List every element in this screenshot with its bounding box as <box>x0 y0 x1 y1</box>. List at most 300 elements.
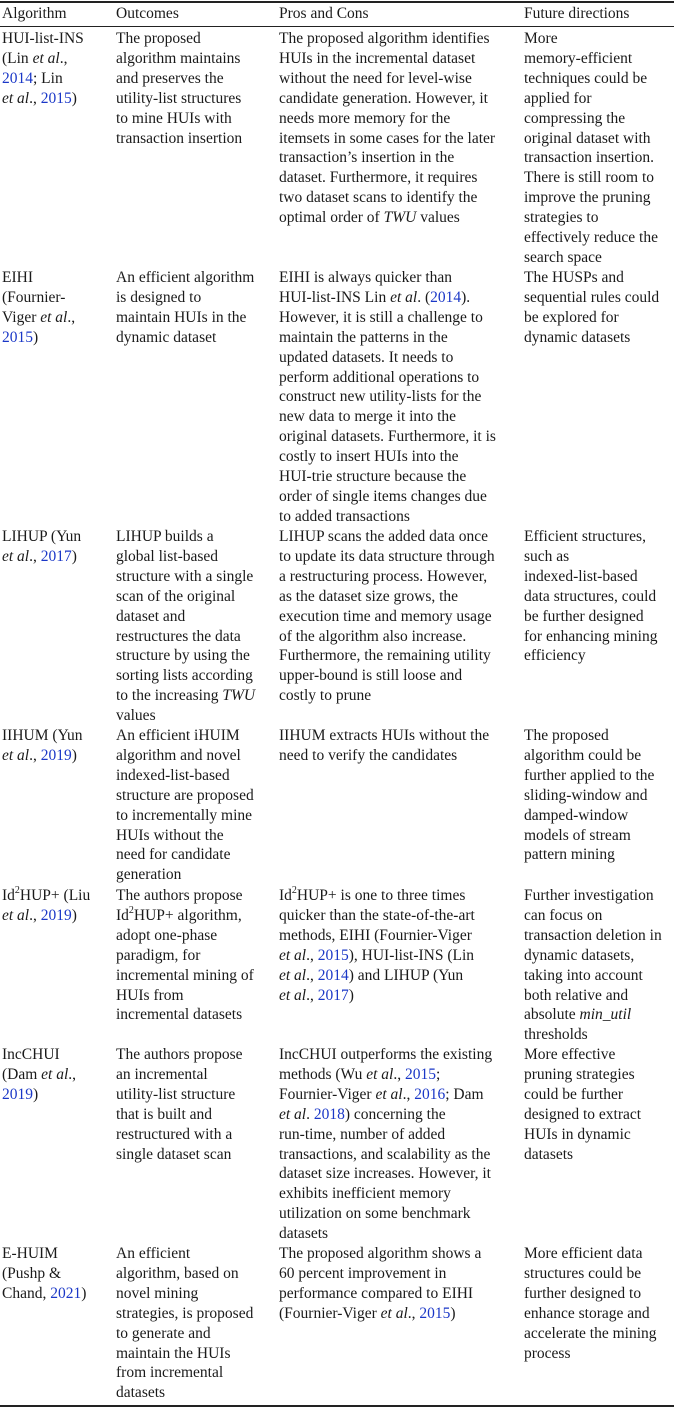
cell-line <box>524 1085 674 1105</box>
cell-line <box>116 1125 274 1145</box>
text-run: ) <box>71 906 77 924</box>
table-bottom-rule <box>0 1405 674 1407</box>
cell-line <box>2 29 112 49</box>
cell-line <box>279 646 517 666</box>
cell-line <box>524 148 674 168</box>
text-run: as the dataset size grows, the <box>279 587 459 605</box>
cell-line <box>279 986 517 1006</box>
cell-line <box>2 69 112 89</box>
cell-line <box>524 567 674 587</box>
text-run: utilization on some benchmark <box>279 1205 471 1223</box>
cell-line <box>2 906 112 926</box>
cell-line <box>524 646 674 666</box>
text-run: ., <box>59 49 68 67</box>
text-run: ) <box>71 547 77 565</box>
outcomes-cell <box>116 726 274 885</box>
text-run: LIHUP (Yun <box>2 528 82 545</box>
cell-line <box>116 1324 274 1344</box>
italic-text: et al <box>2 547 30 565</box>
text-run: Id <box>279 887 292 904</box>
cell-line <box>116 906 274 926</box>
pros-cons-cell <box>279 886 517 1005</box>
text-run: dynamic datasets <box>524 328 631 346</box>
pros-cons-cell <box>279 1244 517 1324</box>
cell-line <box>279 567 517 587</box>
text-run: applied for <box>524 89 592 107</box>
citation-link[interactable]: 2015 <box>40 89 72 107</box>
cell-line <box>116 1005 274 1025</box>
cell-line <box>2 1244 112 1264</box>
cell-line <box>2 328 112 348</box>
text-run: IncCHUI <box>2 1046 60 1063</box>
cell-line <box>116 1284 274 1304</box>
future-directions-cell <box>524 527 674 666</box>
text-run: utility-list structure <box>116 1085 236 1103</box>
text-run: sorting lists according <box>116 667 253 685</box>
algorithm-cell <box>2 886 112 926</box>
text-run: designed to extract <box>524 1105 642 1123</box>
text-run: costly to prune <box>279 687 372 705</box>
text-run: ., <box>29 547 41 565</box>
cell-line <box>279 1224 517 1244</box>
text-run: utility-list structures <box>116 89 242 107</box>
pros-cons-cell <box>279 1045 517 1244</box>
text-run: ). <box>461 288 471 306</box>
text-run: paradigm, for <box>116 946 201 964</box>
text-run: ; Lin <box>33 69 63 87</box>
cell-line <box>279 69 517 89</box>
text-run: to generate and <box>116 1324 211 1342</box>
cell-line <box>524 69 674 89</box>
text-run: indexed-list-based <box>524 567 638 585</box>
text-run: HUI-trie structure because the <box>279 468 467 486</box>
text-run: and preserves the <box>116 69 224 87</box>
text-run: (Lin <box>2 49 33 67</box>
citation-link[interactable]: 2015 <box>2 328 33 346</box>
text-run: upper-bound is still loose and <box>279 667 463 685</box>
algorithm-cell <box>2 726 112 766</box>
text-run: performance compared to EIHI <box>279 1284 474 1302</box>
cell-line <box>524 29 674 49</box>
cell-line <box>116 1344 274 1364</box>
pros-cons-cell <box>279 726 517 766</box>
text-run: compressing the <box>524 109 626 127</box>
cell-line <box>279 109 517 129</box>
text-run: to mine HUIs with <box>116 109 232 127</box>
cell-line <box>116 706 274 726</box>
italic-text: et al <box>2 89 30 107</box>
text-run: of the algorithm also increase. <box>279 627 467 645</box>
citation-link[interactable]: 2021 <box>50 1284 82 1302</box>
cell-line <box>116 49 274 69</box>
text-run: candidate generation. However, it <box>279 89 488 107</box>
cell-line <box>279 1164 517 1184</box>
text-run: global list-based <box>116 547 219 565</box>
text-run: scan of the original <box>116 587 236 605</box>
text-run: ) <box>33 328 39 346</box>
citation-link[interactable]: 2014 <box>2 69 33 87</box>
cell-line <box>524 1105 674 1125</box>
text-run: Id <box>116 906 129 924</box>
cell-line <box>524 1005 674 1025</box>
text-run: original dataset with <box>524 129 651 147</box>
cell-line <box>279 1045 517 1065</box>
cell-line <box>524 845 674 865</box>
cell-line <box>2 527 112 547</box>
cell-line <box>279 1284 517 1304</box>
cell-line <box>116 1264 274 1284</box>
text-run: ., <box>306 966 318 984</box>
text-run: The authors propose <box>116 1046 243 1063</box>
text-run: ) <box>81 1284 87 1302</box>
italic-text: et al <box>279 966 307 984</box>
text-run: datasets <box>524 1145 574 1163</box>
cell-line <box>116 129 274 149</box>
cell-line <box>524 248 674 268</box>
superscript: 2 <box>128 904 134 916</box>
text-run: Furthermore, the remaining utility <box>279 647 491 665</box>
cell-line <box>524 168 674 188</box>
cell-line <box>116 826 274 846</box>
text-run: can focus on <box>524 906 603 924</box>
cell-line <box>2 1045 112 1065</box>
text-run: original datasets. Furthermore, it is <box>279 428 496 446</box>
cell-line <box>279 1204 517 1224</box>
cell-line <box>279 348 517 368</box>
text-run: datasets <box>279 1225 329 1243</box>
text-run: improve the pruning <box>524 189 651 207</box>
text-run: algorithm, based on <box>116 1264 239 1282</box>
cell-line <box>524 926 674 946</box>
text-run: structures could be <box>524 1264 642 1282</box>
pros-cons-cell <box>279 527 517 706</box>
cell-line <box>116 308 274 328</box>
cell-line <box>524 1304 674 1324</box>
text-run: ., <box>29 89 41 107</box>
cell-line <box>524 766 674 786</box>
text-run: dataset size increases. However, it <box>279 1165 491 1183</box>
citation-link[interactable]: 2015 <box>419 1304 451 1322</box>
text-run: pattern mining <box>524 846 615 864</box>
cell-line <box>2 1264 112 1284</box>
text-run: ) <box>348 986 354 1004</box>
text-run: a restructuring process. However, <box>279 567 488 585</box>
text-run: could be further <box>524 1085 623 1103</box>
text-run: values <box>116 707 156 725</box>
citation-link[interactable]: 2019 <box>40 746 72 764</box>
cell-line <box>524 1145 674 1165</box>
cell-line <box>279 886 517 906</box>
header-future-directions: Future directions <box>524 5 630 22</box>
text-run: ., <box>407 1304 420 1322</box>
cell-line <box>524 328 674 348</box>
algorithm-cell <box>2 1244 112 1304</box>
cell-line <box>116 1045 274 1065</box>
text-run: HUI-list-INS <box>2 30 84 47</box>
cell-line <box>524 906 674 926</box>
text-run: indexed-list-based <box>116 766 230 784</box>
text-run: More efficient data <box>524 1245 643 1262</box>
future-directions-cell <box>524 268 674 348</box>
text-run: values <box>416 209 460 227</box>
text-run: maintain HUIs in the <box>116 308 247 326</box>
text-run: need for candidate <box>116 846 231 864</box>
cell-line <box>524 607 674 627</box>
cell-line <box>524 1264 674 1284</box>
text-run: strategies to <box>524 209 599 227</box>
cell-line <box>279 129 517 149</box>
text-run: data structures, could <box>524 587 657 605</box>
algorithm-cell <box>2 1045 112 1105</box>
cell-line <box>524 806 674 826</box>
outcomes-cell <box>116 527 274 726</box>
text-run: be explored for <box>524 308 619 326</box>
text-run: efficiency <box>524 647 586 665</box>
text-run: algorithm maintains <box>116 49 241 67</box>
text-run: 60 percent improvement in <box>279 1264 447 1282</box>
text-run: transaction insertion. <box>524 149 654 167</box>
cell-line <box>116 786 274 806</box>
cell-line <box>279 666 517 686</box>
cell-line <box>2 886 112 906</box>
text-run: restructured with a <box>116 1125 233 1143</box>
cell-line <box>116 328 274 348</box>
text-run: thresholds <box>524 1026 588 1044</box>
text-run: IIHUM extracts HUIs without the <box>279 727 490 744</box>
citation-link[interactable]: 2014 <box>430 288 462 306</box>
cell-line <box>524 1125 674 1145</box>
italic-text: min_util <box>579 1006 632 1024</box>
outcomes-cell <box>116 886 274 1025</box>
text-run: LIHUP builds a <box>116 528 214 545</box>
cell-line <box>524 826 674 846</box>
text-run: effectively reduce the <box>524 229 658 247</box>
cell-line <box>116 886 274 906</box>
cell-line <box>116 567 274 587</box>
text-run: There is still room to <box>524 169 655 187</box>
citation-link[interactable]: 2014 <box>317 966 349 984</box>
future-directions-cell <box>524 29 674 268</box>
text-run: dynamic dataset <box>116 328 217 346</box>
cell-line <box>116 686 274 706</box>
superscript: 2 <box>14 884 20 896</box>
text-run: without the need for level-wise <box>279 69 472 87</box>
superscript: 2 <box>291 884 297 896</box>
cell-line <box>524 1284 674 1304</box>
cell-line <box>524 587 674 607</box>
cell-line <box>116 587 274 607</box>
text-run: perform additional operations to <box>279 368 480 386</box>
cell-line <box>279 1184 517 1204</box>
text-run: (Dam <box>2 1065 42 1083</box>
text-run: further designed to <box>524 1284 642 1302</box>
text-run: restructures the data <box>116 627 241 645</box>
citation-link[interactable]: 2018 <box>313 1105 345 1123</box>
cell-line <box>116 766 274 786</box>
cell-line <box>116 1363 274 1383</box>
text-run: LIHUP scans the added data once <box>279 528 489 545</box>
text-run: transaction deletion in <box>524 926 662 944</box>
text-run: be further designed <box>524 607 644 625</box>
cell-line <box>116 29 274 49</box>
text-run: HUP+ is one to three times <box>296 887 466 904</box>
cell-line <box>279 926 517 946</box>
cell-line <box>279 966 517 986</box>
cell-line <box>279 188 517 208</box>
italic-text: et al <box>279 946 307 964</box>
text-run: need to verify the candidates <box>279 746 458 764</box>
cell-line <box>116 666 274 686</box>
outcomes-cell <box>116 1045 274 1164</box>
text-run: The HUSPs and <box>524 269 624 286</box>
header-rule <box>0 26 674 27</box>
cell-line <box>116 986 274 1006</box>
cell-line <box>116 746 274 766</box>
text-run: E-HUIM <box>2 1245 58 1262</box>
cell-line <box>279 89 517 109</box>
citation-link[interactable]: 2015 <box>317 946 349 964</box>
text-run: is designed to <box>116 288 202 306</box>
cell-line <box>279 487 517 507</box>
cell-line <box>524 268 674 288</box>
text-run: More effective <box>524 1046 616 1063</box>
text-run: ) <box>33 1085 39 1103</box>
cell-line <box>279 407 517 427</box>
cell-line <box>279 1085 517 1105</box>
text-run: HUIs from <box>116 986 184 1004</box>
algorithm-cell <box>2 29 112 109</box>
cell-line <box>279 148 517 168</box>
text-run: process <box>524 1344 571 1362</box>
header-outcomes: Outcomes <box>116 5 179 22</box>
cell-line <box>116 966 274 986</box>
text-run: dynamic datasets, <box>524 946 635 964</box>
text-run: to added transactions <box>279 507 410 525</box>
cell-line <box>524 547 674 567</box>
text-run: construct new utility-lists for the <box>279 388 482 406</box>
cell-line <box>116 845 274 865</box>
cell-line <box>524 726 674 746</box>
italic-text: et al <box>40 308 68 326</box>
citation-link[interactable]: 2016 <box>414 1085 446 1103</box>
text-run: models of stream <box>524 826 631 844</box>
citation-link[interactable]: 2019 <box>40 906 72 924</box>
text-run: algorithm and novel <box>116 746 241 764</box>
text-run: damped-window <box>524 806 629 824</box>
text-run: enhance storage and <box>524 1304 650 1322</box>
cell-line <box>116 1105 274 1125</box>
text-run: maintain the HUIs <box>116 1344 231 1362</box>
cell-line <box>2 746 112 766</box>
cell-line <box>2 1284 112 1304</box>
cell-line <box>116 527 274 547</box>
cell-line <box>2 1065 112 1085</box>
text-run: ., <box>402 1085 415 1103</box>
cell-line <box>116 1145 274 1165</box>
cell-line <box>524 49 674 69</box>
text-run: Id <box>2 887 15 904</box>
cell-line <box>279 168 517 188</box>
cell-line <box>116 946 274 966</box>
text-run: ., <box>393 1065 405 1083</box>
pros-cons-cell <box>279 268 517 527</box>
text-run: techniques could be <box>524 69 648 87</box>
cell-line <box>116 1065 274 1085</box>
text-run: HUIs in dynamic <box>524 1125 631 1143</box>
italic-text: et al <box>279 986 307 1004</box>
text-run: An efficient iHUIM <box>116 727 240 744</box>
cell-line <box>116 288 274 308</box>
cell-line <box>279 49 517 69</box>
cell-line <box>279 208 517 228</box>
algorithm-cell <box>2 527 112 567</box>
italic-text: et al <box>32 49 60 67</box>
text-run: (Fournier-Viger <box>279 1304 381 1322</box>
cell-line <box>2 288 112 308</box>
text-run: such as <box>524 547 570 565</box>
cell-line <box>116 865 274 885</box>
future-directions-cell <box>524 1045 674 1164</box>
future-directions-cell <box>524 726 674 865</box>
text-run: transaction’s insertion in the <box>279 149 455 167</box>
header-pros-and-cons: Pros and Cons <box>279 5 369 22</box>
citation-link[interactable]: 2017 <box>40 547 72 565</box>
cell-line <box>2 268 112 288</box>
text-run: memory-efficient <box>524 49 633 67</box>
cell-line <box>524 109 674 129</box>
cell-line <box>116 806 274 826</box>
text-run: (Pushp & <box>2 1264 61 1282</box>
cell-line <box>116 1085 274 1105</box>
algorithm-cell <box>2 268 112 348</box>
cell-line <box>524 886 674 906</box>
text-run: Chand, <box>2 1284 51 1302</box>
text-run: itemsets in some cases for the later <box>279 129 496 147</box>
text-run: structure with a single <box>116 567 254 585</box>
italic-text: et al <box>366 1065 394 1083</box>
text-run: . <box>306 1105 314 1123</box>
text-run: The proposed algorithm shows a <box>279 1245 482 1262</box>
text-run: new data to merge it into the <box>279 408 457 426</box>
cell-line <box>279 547 517 567</box>
cell-line <box>524 966 674 986</box>
text-run: dataset. Furthermore, it requires <box>279 169 478 187</box>
cell-line <box>116 109 274 129</box>
text-run: HUI-list-INS Lin <box>279 288 391 306</box>
text-run: However, it is still a challenge to <box>279 308 483 326</box>
text-run: ., <box>68 1065 77 1083</box>
text-run: absolute <box>524 1006 580 1024</box>
cell-line <box>2 547 112 567</box>
text-run: (Fournier- <box>2 288 66 306</box>
italic-text: et al <box>2 746 30 764</box>
cell-line <box>279 268 517 288</box>
citation-link[interactable]: 2017 <box>317 986 349 1004</box>
text-run: transaction insertion <box>116 129 243 147</box>
text-run: optimal order of <box>279 209 384 227</box>
text-run: adopt one-phase <box>116 926 218 944</box>
citation-link[interactable]: 2019 <box>2 1085 33 1103</box>
cell-line <box>524 129 674 149</box>
cell-line <box>524 1324 674 1344</box>
citation-link[interactable]: 2015 <box>404 1065 436 1083</box>
text-run: structure by using the <box>116 647 250 665</box>
text-run: An efficient <box>116 1245 191 1262</box>
text-run: costly to insert HUIs into the <box>279 448 459 466</box>
text-run: ., <box>306 946 318 964</box>
cell-line <box>279 906 517 926</box>
text-run: sequential rules could <box>524 288 660 306</box>
